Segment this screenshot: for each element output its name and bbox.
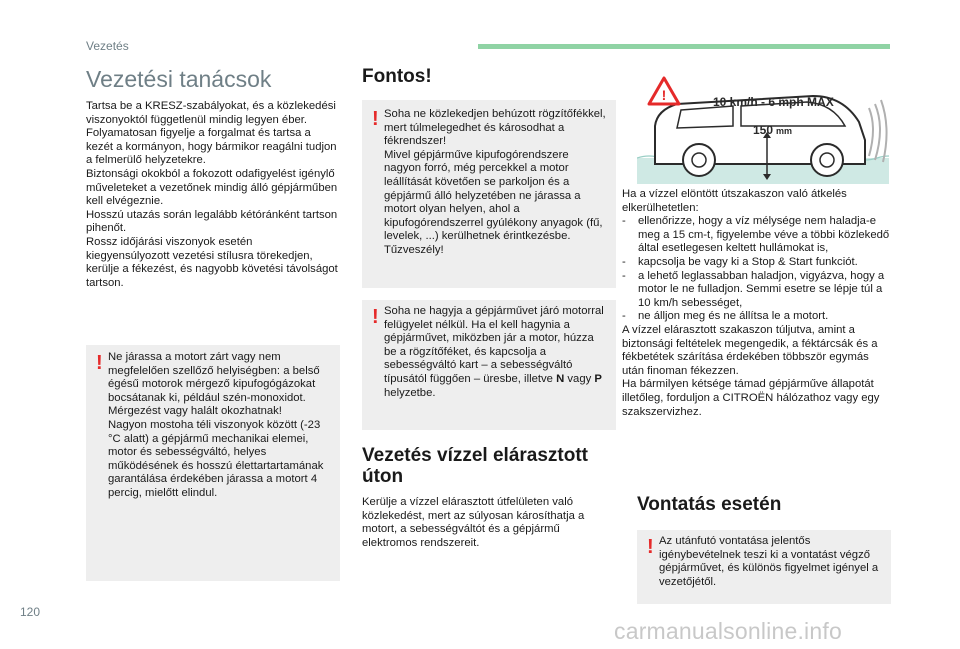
important-heading: Fontos!: [362, 66, 432, 87]
advice-paragraph: Biztonsági okokból a fokozott odafigyelést igénylő műveleteket a vezetőnek mindig álló gépjárműben kell elvégeznie.: [86, 167, 338, 208]
warning-exclamation-icon: !: [647, 536, 654, 558]
flood-crossing-instructions: [622, 188, 890, 419]
motion-lines: [869, 100, 887, 162]
towing-heading: Vontatás esetén: [637, 494, 782, 515]
list-item: - ne álljon meg és ne állítsa le a motort.: [622, 310, 829, 323]
warning-text: Soha ne hagyja a gépjárművet járó motorral felügyelet nélkül. Ha el kell hagynia a gépjárművet, miközben jár a motor, húzza be a rögzítőféket, és kapcsolja a sebességváltó kart – a sebességváltó típusától függően – üresbe, illetve N vagy P helyzetbe.: [384, 305, 604, 399]
warning-paragraph: Soha ne közlekedjen behúzott rögzítőfékkel, mert túlmelegedhet és károsodhat a fékrendszer!: [384, 108, 606, 148]
advice-paragraph: Hosszú utazás során legalább kétóránként tartson pihenőt.: [86, 208, 338, 235]
warning-text: [384, 108, 608, 258]
warning-exclamation-icon: !: [372, 108, 379, 130]
speed-limit-label: 10 km/h - 6 mph MAX: [713, 95, 834, 109]
page-title: Vezetési tanácsok: [86, 66, 272, 92]
car-wheel: [683, 144, 715, 176]
instructions-paragraph: Ha bármilyen kétsége támad gépjárműve állapotát illetőleg, forduljon a CITROËN hálózathoz vagy egy szakszervizhez.: [622, 378, 880, 418]
car-wheel: [811, 144, 843, 176]
warning-exclamation-icon: !: [96, 352, 103, 374]
towing-warning-box: [637, 530, 891, 604]
advice-paragraph: Tartsa be a KRESZ-szabályokat, és a közlekedési viszonyoktól függetlenül mindig legyen éber.: [86, 100, 336, 126]
instructions-intro: Ha a vízzel elöntött útszakaszon való átkelés elkerülhetetlen:: [622, 188, 847, 214]
instructions-paragraph: A vízzel elárasztott szakaszon túljutva, amint a biztonsági feltételek megengedik, a féktárcsák és a fékbetétek szárítása érdekében többször egymás után finoman fékezzen.: [622, 323, 878, 377]
section-label: Vezetés: [86, 39, 129, 53]
warning-paragraph: Nagyon mostoha téli viszonyok között (-23 °C alatt) a gépjármű mechanikai elemei, motor és sebességváltó, helyes működésének és hosszú élettartartamának garantálása érdekében járassa a motort 4 percig, mielőtt elindul.: [108, 418, 324, 499]
driving-advice-text: [86, 100, 338, 290]
advice-paragraph: Folyamatosan figyelje a forgalmat és tartsa a kezét a kormányon, hogy bármikor reagálni tudjon a felmerülő helyzetekre.: [86, 127, 337, 167]
watermark: carmanualsonline.info: [614, 618, 842, 644]
warning-paragraph: Ne járassa a motort zárt vagy nem megfelelően szellőző helyiségben: a belső égésű motorok mérgező kipufogógázokat bocsátanak ki, például szén-monoxidot. Mérgezést vagy halált okozhatnak!: [108, 351, 320, 418]
list-item: - kapcsolja be vagy ki a Stop & Start funkciót.: [622, 255, 858, 268]
gear-p-label: P: [594, 372, 602, 385]
flooded-road-heading: Vezetés vízzel elárasztott úton: [362, 445, 588, 487]
depth-value-label: 150 mm: [753, 123, 793, 137]
exhaust-warning-box: [86, 345, 340, 581]
water-depth-illustration: [637, 66, 889, 184]
car-wading-svg: [637, 66, 889, 184]
advice-paragraph: Rossz időjárási viszonyok esetén kiegyensúlyozott vezetési stílusra törekedjen, kerülje a fékezést, és nagyobb követési távolságot tartson.: [86, 235, 338, 289]
warning-paragraph: Mivel gépjárműve kipufogórendszere nagyon forró, még percekkel a motor leállítását követően se parkoljon és a gépjármű álló helyzetében ne járassa a motort olyan helyen, ahol a kipufogórendszerrel gyúlékony anyagok (fű, levelek, ...) kerülhetnek érintkezésbe. Tűzveszély!: [384, 148, 603, 256]
warning-text: Az utánfutó vontatása jelentős igénybevételnek teszi ki a vontatást végző gépjárművet, és különös figyelmet igényel a vezetőjétől.: [659, 535, 879, 588]
warning-exclamation-icon: !: [372, 306, 379, 328]
parking-brake-warning-box: [362, 100, 616, 288]
section-accent-bar: [478, 44, 890, 49]
list-item: - a lehető leglassabban haladjon, vigyázva, hogy a motor le ne fulladjon. Semmi esetre se lépje túl a 10 km/h sebességet,: [622, 269, 885, 309]
list-item: - ellenőrizze, hogy a víz mélysége nem haladja-e meg a 15 cm-t, figyelembe véve a többi közlekedő által esetlegesen keltett hullámokat is,: [622, 215, 890, 255]
warning-text: [108, 351, 332, 501]
gear-n-label: N: [556, 372, 565, 385]
unattended-vehicle-warning-box: [362, 300, 616, 430]
page-number: 120: [20, 605, 41, 619]
flooded-road-text: Kerülje a vízzel elárasztott útfelületen való közlekedést, mert az súlyosan károsíthatja a motort, a sebességváltót és a gépjármű elektromos rendszereit.: [362, 496, 585, 549]
warning-triangle-mark: !: [661, 87, 667, 103]
